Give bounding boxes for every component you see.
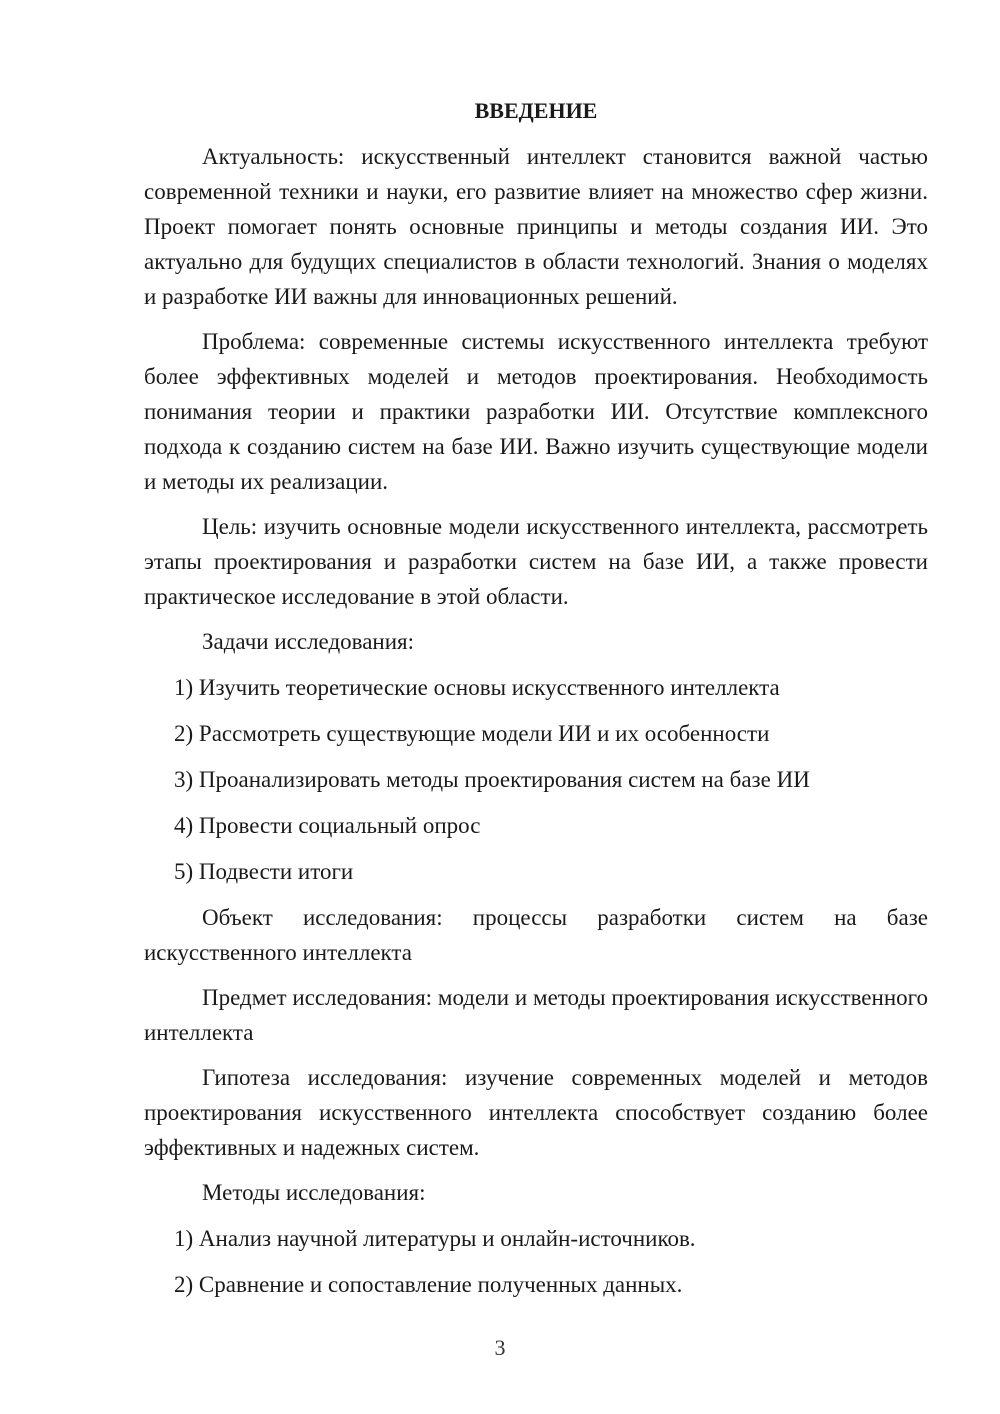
paragraph-hypothesis: Гипотеза исследования: изучение современных моделей и методов проектирования искусственного интеллекта способствует созданию более эффективных и надежных систем. <box>144 1065 928 1160</box>
paragraph-subject: Предмет исследования: модели и методы проектирования искусственного интеллекта <box>144 985 928 1045</box>
paragraph-problem: Проблема: современные системы искусственного интеллекта требуют более эффективных моделей и методов проектирования. Необходимость понимания теории и практики разработки ИИ. Отсутствие комплексного подхода к созданию систем на базе ИИ. Важно изучить существующие модели и методы их реализации. <box>144 329 928 494</box>
tasks-label: Задачи исследования: <box>202 629 415 654</box>
list-item: 2) Рассмотреть существующие модели ИИ и их особенности <box>174 721 770 746</box>
list-item: 5) Подвести итоги <box>174 859 354 884</box>
list-item: 3) Проанализировать методы проектирования систем на базе ИИ <box>174 767 810 792</box>
page-number: 3 <box>494 1335 506 1360</box>
methods-list <box>144 1221 928 1313</box>
paragraph-object: Объект исследования: процессы разработки систем на базе искусственного интеллекта <box>144 905 928 965</box>
tasks-list <box>144 670 928 900</box>
list-item: 1) Изучить теоретические основы искусственного интеллекта <box>174 675 780 700</box>
methods-label: Методы исследования: <box>202 1180 426 1205</box>
list-item: 1) Анализ научной литературы и онлайн-источников. <box>174 1226 696 1251</box>
paragraph-goal: Цель: изучить основные модели искусственного интеллекта, рассмотреть этапы проектирования и разработки систем на базе ИИ, а также провести практическое исследование в этой области. <box>144 514 928 609</box>
list-item: 4) Провести социальный опрос <box>174 813 481 838</box>
page-content <box>144 97 928 1313</box>
paragraph-relevance: Актуальность: искусственный интеллект становится важной частью современной техники и науки, его развитие влияет на множество сфер жизни. Проект помогает понять основные принципы и методы создания ИИ. Это актуально для будущих специалистов в области технологий. Знания о моделях и разработке ИИ важны для инновационных решений. <box>144 144 928 309</box>
list-item: 2) Сравнение и сопоставление полученных данных. <box>174 1272 683 1297</box>
section-heading: ВВЕДЕНИЕ <box>474 98 598 123</box>
